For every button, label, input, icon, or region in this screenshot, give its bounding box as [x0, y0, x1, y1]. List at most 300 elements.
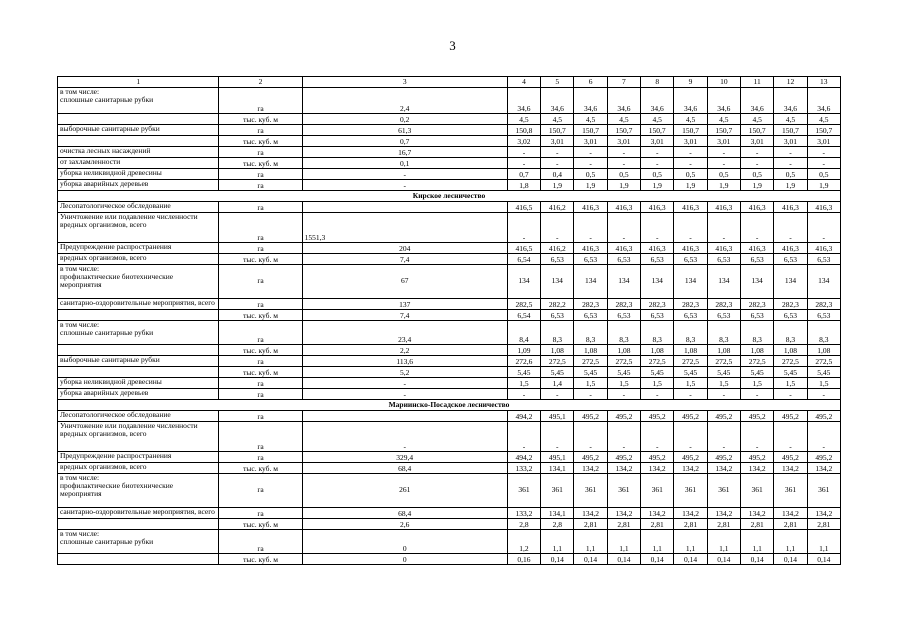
- value-cell: 2,8: [541, 519, 574, 530]
- value-cell: 6,53: [807, 310, 840, 321]
- value-cell: 113,6: [302, 356, 507, 367]
- value-cell: 494,2: [507, 411, 540, 422]
- value-cell: 1,08: [740, 345, 773, 356]
- value-cell: 0,14: [740, 554, 773, 565]
- value-cell: 1,5: [807, 378, 840, 389]
- value-cell: 272,5: [807, 356, 840, 367]
- value-cell: 1,2: [507, 530, 540, 554]
- value-cell: 68,4: [302, 508, 507, 519]
- row-label: [58, 136, 219, 147]
- value-cell: 494,2: [507, 452, 540, 463]
- row-label: уборка аварийных деревьев: [58, 180, 219, 191]
- value-cell: -: [302, 169, 507, 180]
- value-cell: -: [740, 158, 773, 169]
- value-cell: 2,81: [674, 519, 707, 530]
- value-cell: 134,2: [707, 508, 740, 519]
- value-cell: 495,2: [674, 452, 707, 463]
- row-label: [58, 519, 219, 530]
- value-cell: 6,53: [674, 310, 707, 321]
- value-cell: 6,53: [674, 254, 707, 265]
- value-cell: 6,53: [541, 310, 574, 321]
- value-cell: 3,01: [674, 136, 707, 147]
- value-cell: 34,6: [807, 88, 840, 114]
- value-cell: 134,2: [707, 463, 740, 474]
- value-cell: 0,14: [674, 554, 707, 565]
- value-cell: 34,6: [707, 88, 740, 114]
- table-row: [58, 389, 841, 400]
- value-cell: 8,3: [541, 321, 574, 345]
- column-header: 4: [507, 77, 540, 88]
- value-cell: 7,4: [302, 310, 507, 321]
- value-cell: 495,2: [774, 452, 807, 463]
- table-row: [58, 310, 841, 321]
- value-cell: 361: [541, 474, 574, 508]
- value-cell: -: [707, 422, 740, 452]
- value-cell: -: [607, 213, 640, 243]
- value-cell: 0,7: [302, 136, 507, 147]
- value-cell: 5,45: [541, 367, 574, 378]
- value-cell: 134: [707, 265, 740, 299]
- value-cell: 8,3: [574, 321, 607, 345]
- table-row: [58, 299, 841, 310]
- value-cell: 282,3: [740, 299, 773, 310]
- value-cell: 2,2: [302, 345, 507, 356]
- value-cell: 272,5: [774, 356, 807, 367]
- value-cell: 1,1: [541, 530, 574, 554]
- value-cell: 34,6: [740, 88, 773, 114]
- value-cell: -: [774, 213, 807, 243]
- value-cell: -: [674, 422, 707, 452]
- value-cell: 416,3: [707, 243, 740, 254]
- value-cell: 495,2: [574, 452, 607, 463]
- value-cell: -: [774, 147, 807, 158]
- value-cell: 1,08: [807, 345, 840, 356]
- table-row: [58, 321, 841, 345]
- value-cell: 2,81: [707, 519, 740, 530]
- value-cell: 8,3: [641, 321, 674, 345]
- value-cell: 134,2: [674, 508, 707, 519]
- row-label: [58, 554, 219, 565]
- value-cell: 5,45: [507, 367, 540, 378]
- row-label: очистка лесных насаждений: [58, 147, 219, 158]
- value-cell: 4,5: [507, 114, 540, 125]
- table-row: [58, 411, 841, 422]
- value-cell: 361: [507, 474, 540, 508]
- unit-cell: тыс. куб. м: [219, 519, 302, 530]
- value-cell: -: [507, 147, 540, 158]
- value-cell: 1,1: [674, 530, 707, 554]
- section-header-row: [58, 191, 841, 202]
- table-row: [58, 254, 841, 265]
- table-row: [58, 345, 841, 356]
- value-cell: 282,3: [807, 299, 840, 310]
- column-header: 3: [302, 77, 507, 88]
- row-label: Уничтожение или подавление численности вредных организмов, всего: [58, 422, 219, 452]
- value-cell: 134,2: [574, 508, 607, 519]
- value-cell: 1,9: [740, 180, 773, 191]
- row-label: в том числе: сплошные санитарные рубки: [58, 530, 219, 554]
- value-cell: 495,2: [707, 452, 740, 463]
- value-cell: 134,2: [607, 463, 640, 474]
- value-cell: 0,14: [607, 554, 640, 565]
- row-label: выборочные санитарные рубки: [58, 356, 219, 367]
- value-cell: -: [541, 213, 574, 243]
- value-cell: 150,7: [740, 125, 773, 136]
- value-cell: -: [774, 158, 807, 169]
- value-cell: 34,6: [674, 88, 707, 114]
- value-cell: 0,1: [302, 158, 507, 169]
- value-cell: 134,1: [541, 463, 574, 474]
- value-cell: 134,2: [774, 508, 807, 519]
- row-label: в том числе: сплошные санитарные рубки: [58, 88, 219, 114]
- value-cell: 282,3: [674, 299, 707, 310]
- value-cell: 6,53: [641, 254, 674, 265]
- value-cell: 5,45: [607, 367, 640, 378]
- value-cell: 272,5: [707, 356, 740, 367]
- unit-cell: га: [219, 530, 302, 554]
- value-cell: -: [740, 422, 773, 452]
- table-row: [58, 180, 841, 191]
- value-cell: 1,09: [507, 345, 540, 356]
- value-cell: 0,7: [507, 169, 540, 180]
- value-cell: 34,6: [774, 88, 807, 114]
- value-cell: -: [707, 213, 740, 243]
- value-cell: 150,7: [607, 125, 640, 136]
- value-cell: 0,4: [541, 169, 574, 180]
- value-cell: -: [541, 158, 574, 169]
- value-cell: -: [607, 422, 640, 452]
- value-cell: 3,01: [707, 136, 740, 147]
- value-cell: 1,9: [707, 180, 740, 191]
- value-cell: 416,3: [807, 243, 840, 254]
- value-cell: -: [740, 147, 773, 158]
- table-row: [58, 463, 841, 474]
- row-label: уборка неликвидной древесины: [58, 169, 219, 180]
- row-label: Лесопатологическое обследование: [58, 202, 219, 213]
- value-cell: 150,7: [674, 125, 707, 136]
- value-cell: 272,6: [507, 356, 540, 367]
- value-cell: 416,3: [607, 243, 640, 254]
- value-cell: 0,16: [507, 554, 540, 565]
- value-cell: 6,53: [641, 310, 674, 321]
- value-cell: 495,2: [574, 411, 607, 422]
- table-row: [58, 125, 841, 136]
- value-cell: 272,5: [574, 356, 607, 367]
- value-cell: 495,2: [674, 411, 707, 422]
- value-cell: 134,2: [807, 508, 840, 519]
- table-row: [58, 422, 841, 452]
- unit-cell: тыс. куб. м: [219, 136, 302, 147]
- value-cell: 5,45: [707, 367, 740, 378]
- value-cell: 34,6: [507, 88, 540, 114]
- value-cell: 3,01: [607, 136, 640, 147]
- value-cell: 1,4: [541, 378, 574, 389]
- value-cell: 134: [541, 265, 574, 299]
- value-cell: 329,4: [302, 452, 507, 463]
- value-cell: 1551,3: [302, 213, 507, 243]
- row-label: [58, 114, 219, 125]
- value-cell: 416,3: [740, 202, 773, 213]
- unit-cell: тыс. куб. м: [219, 158, 302, 169]
- value-cell: 495,2: [807, 452, 840, 463]
- value-cell: 0,5: [574, 169, 607, 180]
- value-cell: 4,5: [641, 114, 674, 125]
- unit-cell: га: [219, 202, 302, 213]
- value-cell: 0,14: [574, 554, 607, 565]
- forest-protection-table: [57, 76, 841, 565]
- value-cell: -: [674, 389, 707, 400]
- column-header: 12: [774, 77, 807, 88]
- table-row: [58, 136, 841, 147]
- value-cell: -: [507, 389, 540, 400]
- value-cell: -: [740, 213, 773, 243]
- value-cell: 134,1: [541, 508, 574, 519]
- value-cell: 4,5: [607, 114, 640, 125]
- value-cell: -: [707, 147, 740, 158]
- value-cell: 0: [302, 530, 507, 554]
- value-cell: 1,5: [574, 378, 607, 389]
- row-label: Уничтожение или подавление численности вредных организмов, всего: [58, 213, 219, 243]
- column-header: 7: [607, 77, 640, 88]
- value-cell: 6,53: [774, 254, 807, 265]
- value-cell: -: [507, 422, 540, 452]
- value-cell: 6,53: [740, 254, 773, 265]
- value-cell: 416,3: [607, 202, 640, 213]
- section-header-row: [58, 400, 841, 411]
- value-cell: -: [607, 389, 640, 400]
- value-cell: 6,53: [740, 310, 773, 321]
- table-row: [58, 378, 841, 389]
- value-cell: 2,8: [507, 519, 540, 530]
- value-cell: 416,5: [507, 243, 540, 254]
- value-cell: 1,08: [674, 345, 707, 356]
- table-row: [58, 158, 841, 169]
- value-cell: 8,3: [607, 321, 640, 345]
- value-cell: -: [674, 147, 707, 158]
- value-cell: 3,02: [507, 136, 540, 147]
- value-cell: 282,3: [774, 299, 807, 310]
- row-label: в том числе: сплошные санитарные рубки: [58, 321, 219, 345]
- unit-cell: га: [219, 243, 302, 254]
- value-cell: 134: [641, 265, 674, 299]
- value-cell: 133,2: [507, 508, 540, 519]
- value-cell: 8,3: [674, 321, 707, 345]
- value-cell: 1,1: [707, 530, 740, 554]
- value-cell: 4,5: [541, 114, 574, 125]
- value-cell: 3,01: [774, 136, 807, 147]
- value-cell: 0,5: [674, 169, 707, 180]
- value-cell: 8,3: [740, 321, 773, 345]
- value-cell: 1,5: [607, 378, 640, 389]
- section-title: Кирское лесничество: [58, 191, 841, 202]
- unit-cell: тыс. куб. м: [219, 254, 302, 265]
- table-body: [58, 77, 841, 565]
- value-cell: 2,6: [302, 519, 507, 530]
- value-cell: 134,2: [740, 463, 773, 474]
- value-cell: 134,2: [607, 508, 640, 519]
- column-header: 10: [707, 77, 740, 88]
- value-cell: 134: [574, 265, 607, 299]
- unit-cell: га: [219, 88, 302, 114]
- value-cell: 1,9: [774, 180, 807, 191]
- value-cell: 0: [302, 554, 507, 565]
- value-cell: 68,4: [302, 463, 507, 474]
- value-cell: -: [774, 422, 807, 452]
- value-cell: 5,45: [641, 367, 674, 378]
- unit-cell: га: [219, 147, 302, 158]
- value-cell: 282,3: [607, 299, 640, 310]
- row-label: санитарно-оздоровительные мероприятия, всего: [58, 508, 219, 519]
- value-cell: 1,1: [774, 530, 807, 554]
- value-cell: 2,4: [302, 88, 507, 114]
- unit-cell: га: [219, 356, 302, 367]
- value-cell: -: [707, 389, 740, 400]
- row-label: в том числе: профилактические биотехнические мероприятия: [58, 474, 219, 508]
- value-cell: 1,9: [607, 180, 640, 191]
- value-cell: 261: [302, 474, 507, 508]
- value-cell: 2,81: [807, 519, 840, 530]
- value-cell: -: [507, 213, 540, 243]
- value-cell: 2,81: [641, 519, 674, 530]
- value-cell: 133,2: [507, 463, 540, 474]
- row-label: вредных организмов, всего: [58, 463, 219, 474]
- value-cell: 272,5: [607, 356, 640, 367]
- value-cell: 150,8: [507, 125, 540, 136]
- value-cell: [302, 202, 507, 213]
- value-cell: 495,2: [641, 411, 674, 422]
- table-row: [58, 213, 841, 243]
- value-cell: 4,5: [774, 114, 807, 125]
- value-cell: 5,45: [807, 367, 840, 378]
- value-cell: 6,53: [607, 254, 640, 265]
- value-cell: 495,2: [740, 411, 773, 422]
- value-cell: 23,4: [302, 321, 507, 345]
- unit-cell: тыс. куб. м: [219, 310, 302, 321]
- value-cell: -: [574, 158, 607, 169]
- value-cell: 3,01: [641, 136, 674, 147]
- row-label: уборка неликвидной древесины: [58, 378, 219, 389]
- unit-cell: га: [219, 213, 302, 243]
- value-cell: 416,3: [774, 243, 807, 254]
- unit-cell: га: [219, 321, 302, 345]
- value-cell: 0,5: [740, 169, 773, 180]
- value-cell: 1,1: [641, 530, 674, 554]
- unit-cell: га: [219, 508, 302, 519]
- value-cell: 495,2: [607, 411, 640, 422]
- value-cell: 495,2: [707, 411, 740, 422]
- value-cell: 416,2: [541, 243, 574, 254]
- column-header: 6: [574, 77, 607, 88]
- value-cell: 1,1: [740, 530, 773, 554]
- value-cell: 0,14: [707, 554, 740, 565]
- value-cell: [302, 411, 507, 422]
- value-cell: -: [641, 389, 674, 400]
- unit-cell: га: [219, 389, 302, 400]
- value-cell: 1,9: [807, 180, 840, 191]
- unit-cell: га: [219, 265, 302, 299]
- value-cell: 67: [302, 265, 507, 299]
- value-cell: 34,6: [607, 88, 640, 114]
- value-cell: 1,1: [807, 530, 840, 554]
- unit-cell: га: [219, 180, 302, 191]
- value-cell: -: [574, 147, 607, 158]
- value-cell: -: [302, 389, 507, 400]
- value-cell: -: [807, 389, 840, 400]
- row-label: уборка аварийных деревьев: [58, 389, 219, 400]
- value-cell: 1,1: [574, 530, 607, 554]
- value-cell: -: [740, 389, 773, 400]
- value-cell: -: [574, 389, 607, 400]
- value-cell: 282,5: [507, 299, 540, 310]
- value-cell: 3,01: [740, 136, 773, 147]
- value-cell: -: [302, 422, 507, 452]
- value-cell: -: [674, 158, 707, 169]
- unit-cell: га: [219, 299, 302, 310]
- value-cell: 2,81: [607, 519, 640, 530]
- table-row: [58, 88, 841, 114]
- value-cell: 3,01: [574, 136, 607, 147]
- value-cell: 6,53: [541, 254, 574, 265]
- row-label: Предупреждение распространения: [58, 452, 219, 463]
- column-header: 9: [674, 77, 707, 88]
- table-row: [58, 243, 841, 254]
- value-cell: 416,3: [574, 243, 607, 254]
- row-label: выборочные санитарные рубки: [58, 125, 219, 136]
- value-cell: 134,2: [774, 463, 807, 474]
- value-cell: 0,5: [607, 169, 640, 180]
- value-cell: 8,3: [774, 321, 807, 345]
- row-label: [58, 367, 219, 378]
- table-row: [58, 202, 841, 213]
- value-cell: 61,3: [302, 125, 507, 136]
- value-cell: 137: [302, 299, 507, 310]
- unit-cell: га: [219, 169, 302, 180]
- value-cell: 6,53: [707, 254, 740, 265]
- table-row: [58, 169, 841, 180]
- value-cell: 282,3: [641, 299, 674, 310]
- row-label: санитарно-оздоровительные мероприятия, всего: [58, 299, 219, 310]
- row-label: [58, 345, 219, 356]
- value-cell: 1,08: [774, 345, 807, 356]
- row-label: вредных организмов, всего: [58, 254, 219, 265]
- column-header: 2: [219, 77, 302, 88]
- value-cell: 5,45: [574, 367, 607, 378]
- value-cell: 6,54: [507, 310, 540, 321]
- value-cell: -: [574, 422, 607, 452]
- value-cell: 0,5: [707, 169, 740, 180]
- value-cell: 8,3: [807, 321, 840, 345]
- value-cell: 1,8: [507, 180, 540, 191]
- value-cell: 0,14: [807, 554, 840, 565]
- table-header-row: [58, 77, 841, 88]
- value-cell: 134: [674, 265, 707, 299]
- table-row: [58, 519, 841, 530]
- unit-cell: тыс. куб. м: [219, 367, 302, 378]
- value-cell: 361: [574, 474, 607, 508]
- table-row: [58, 530, 841, 554]
- value-cell: 3,01: [807, 136, 840, 147]
- value-cell: 1,08: [641, 345, 674, 356]
- value-cell: 361: [607, 474, 640, 508]
- unit-cell: га: [219, 474, 302, 508]
- value-cell: 6,54: [507, 254, 540, 265]
- value-cell: 1,08: [574, 345, 607, 356]
- value-cell: 2,81: [574, 519, 607, 530]
- value-cell: 2,81: [774, 519, 807, 530]
- value-cell: 5,45: [740, 367, 773, 378]
- value-cell: 272,5: [541, 356, 574, 367]
- value-cell: 272,5: [740, 356, 773, 367]
